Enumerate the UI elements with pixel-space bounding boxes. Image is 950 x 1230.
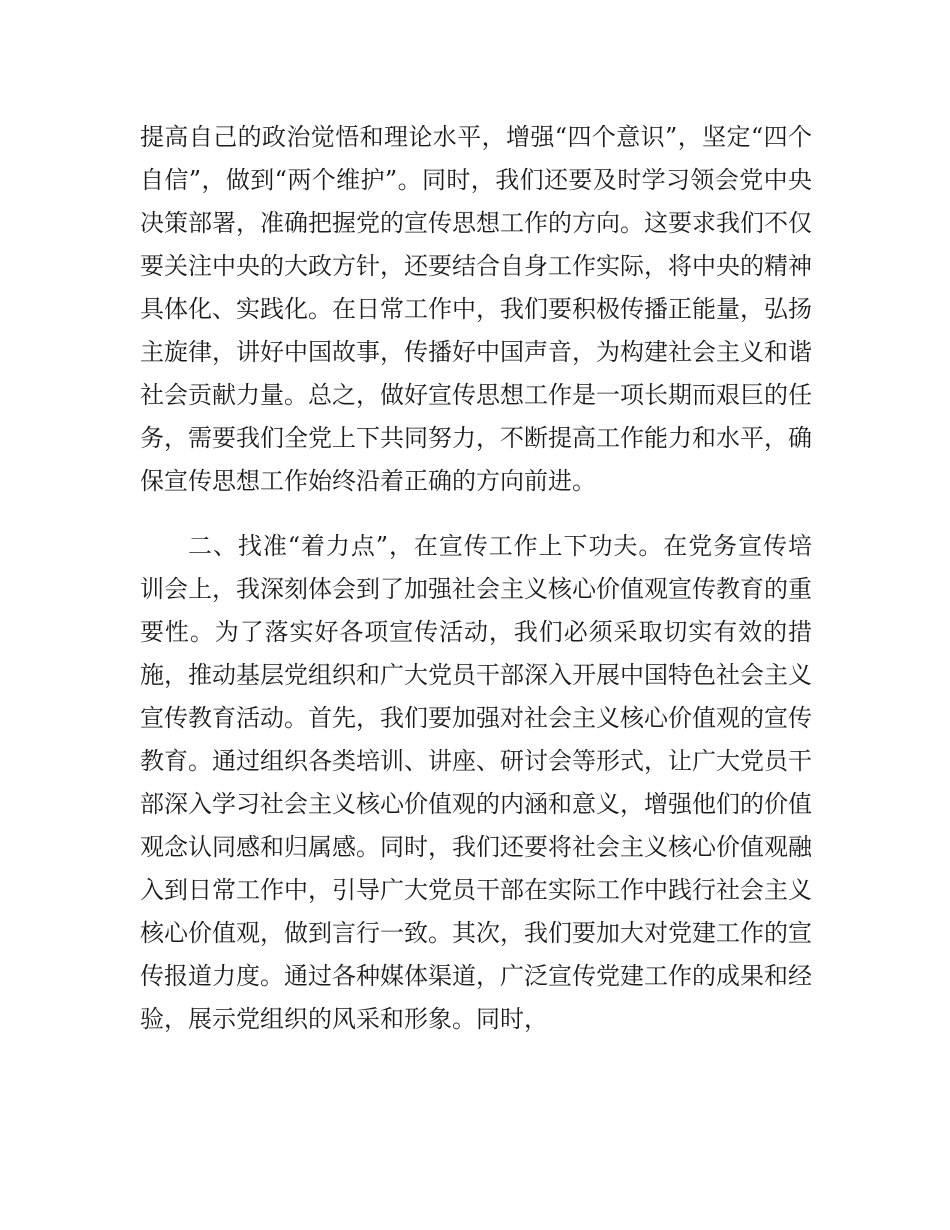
paragraph-continued: 提高自己的政治觉悟和理论水平，增强“四个意识”，坚定“四个自信”，做到“两个维护”。同时，我们还要及时学习领会党中央决策部署，准确把握党的宣传思想工作的方向。这要求我们不仅要关注中央的大政方针，还要结合自身工作实际，将中央的精神具体化、实践化。在日常工作中，我们要积极传播正能量，弘扬主旋律，讲好中国故事，传播好中国声音，为构建社会主义和谐社会贡献力量。总之，做好宣传思想工作是一项长期而艰巨的任务，需要我们全党上下共同努力，不断提高工作能力和水平，确保宣传思想工作始终沿着正确的方向前进。: [140, 123, 812, 495]
paragraph-section-two: 二、找准“着力点”，在宣传工作上下功夫。在党务宣传培训会上，我深刻体会到了加强社会主义核心价值观宣传教育的重要性。为了落实好各项宣传活动，我们必须采取切实有效的措施，推动基层党组织和广大党员干部深入开展中国特色社会主义宣传教育活动。首先，我们要加强对社会主义核心价值观的宣传教育。通过组织各类培训、讲座、研讨会等形式，让广大党员干部深入学习社会主义核心价值观的内涵和意义，增强他们的价值观念认同感和归属感。同时，我们还要将社会主义核心价值观融入到日常工作中，引导广大党员干部在实际工作中践行社会主义核心价值观，做到言行一致。其次，我们要加大对党建工作的宣传报道力度。通过各种媒体渠道，广泛宣传党建工作的成果和经验，展示党组织的风采和形象。同时，: [140, 532, 812, 1033]
body-text: [140, 116, 812, 1041]
